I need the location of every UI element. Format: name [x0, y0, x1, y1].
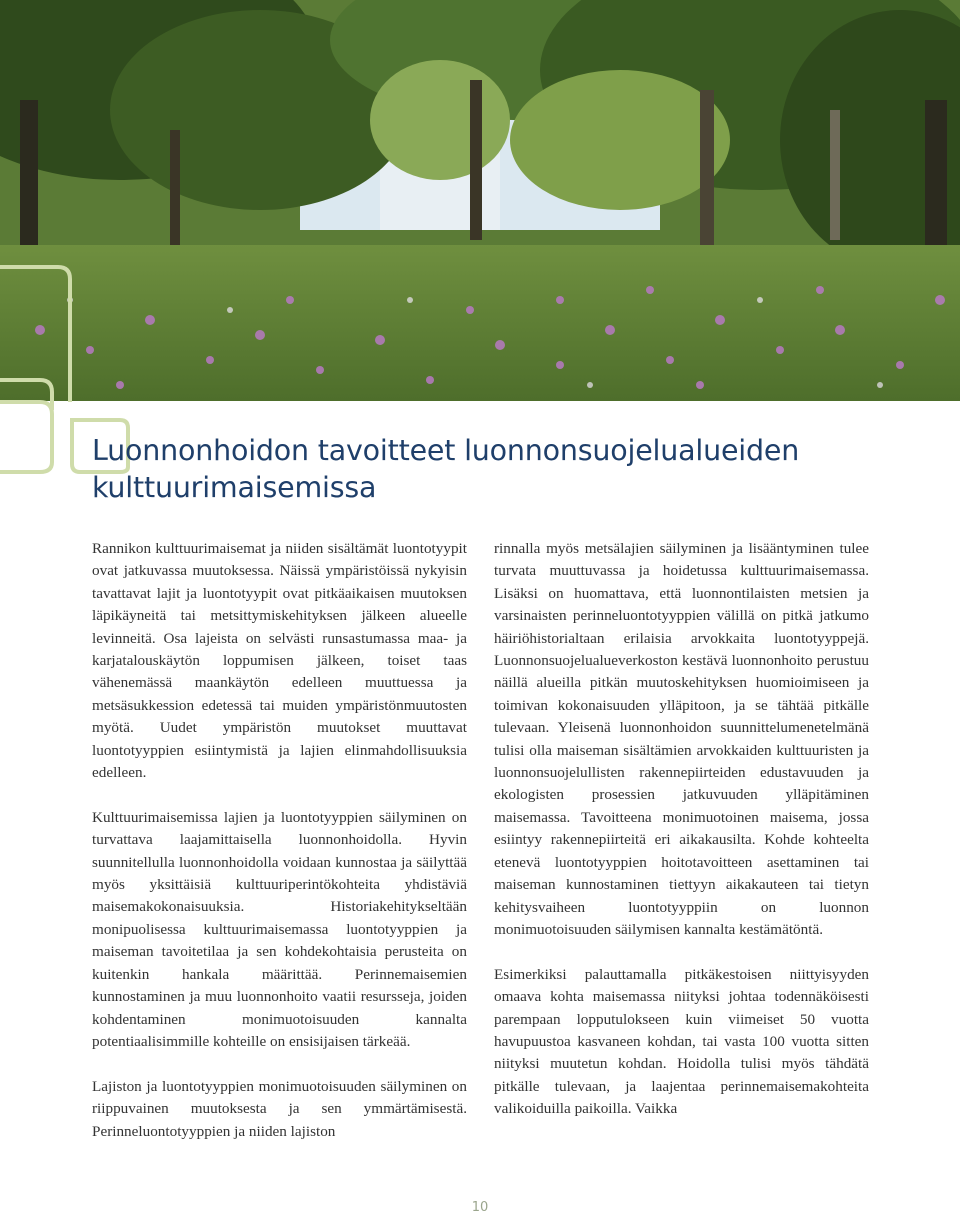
- page-title: [92, 432, 892, 506]
- title-line-1: Luonnonhoidon tavoitteet luonnonsuojelualueiden: [92, 434, 800, 467]
- paragraph: Lajiston ja luontotyyppien monimuotoisuuden säilyminen on riippuvainen muutoksesta ja sen ymmärtämisestä. Perinneluontotyyppien ja niiden lajiston: [92, 1077, 467, 1140]
- forest-meadow-photo: [0, 0, 960, 401]
- page-number: 10: [471, 1200, 489, 1215]
- right-column: [494, 538, 869, 1121]
- paragraph: rinnalla myös metsälajien säilyminen ja lisääntyminen tulee turvata muuttuvassa ja hoidetussa kulttuurimaisemassa. Lisäksi on huomattava, että luonnontilaisten metsien ja varsinaisten perinneluontotyyppien välillä on pitkä jatkumo häiriöhistorialtaan erilaisia arvokkaita luontotyyppejä. Luonnonsuojelualueverkoston kestävä luonnonhoito perustuu näillä alueilla pitkän muutoskehityksen huomioimiseen ja toimivan kokonaisuuden ylläpitoon, ja se tähtää pitkälle tulevaan. Yleisenä luonnonhoidon suunnittelumenetelmänä tulisi olla maiseman sisältämien arvokkaiden kulttuuristen ja luonnonsuojelullisten rakennepiirteiden edustavuuden ja ekologisten prosessien jatkuvuuden ylläpitäminen maisemassa. Tavoitteena monimuotoinen maisema, jossa esiintyy rakennepiirteitä eri aikakausilta. Kohde kohteelta etenevä luontotyyppien hoitotavoitteen asettaminen tai maiseman kunnostaminen tiettyyn aikakauteen tai tietyn kehitysvaiheen luontotyyppiin on luonnon monimuotoisuuden säilymisen kannalta kestämätöntä.: [494, 540, 869, 938]
- paragraph: Kulttuurimaisemissa lajien ja luontotyyppien säilyminen on turvattava laajamittaisella luonnonhoidolla. Hyvin suunnitellulla luonnonhoidolla voidaan kunnostaa ja säilyttää myös yksittäisiä kulttuuriperintökohteita yhdistäviä maisemakokonaisuuksia. Historiakehitykseltään monipuolisessa kulttuurimaisemassa luontotyyppien ja maiseman tavoitetilaa ja sen kohdekohtaisia perusteita on kuitenkin hankala määrittää. Perinnemaisemien kunnostaminen ja muu luonnonhoito vaatii resursseja, joiden kohdentaminen monimuotoisuuden kannalta potentiaalisimmille kohteille on ensisijaisen tärkeää.: [92, 808, 467, 1050]
- header-photo: [0, 0, 960, 401]
- title-line-2: kulttuurimaisemissa: [92, 471, 377, 504]
- paragraph: Esimerkiksi palauttamalla pitkäkestoisen niittyisyyden omaava kohta maisemassa niityksi johtaa todennäköisesti parempaan lopputulokseen kuin viimeiset 50 vuotta havupuustoa kasvaneen kohdan, tai vasta 100 vuotta sitten niityksi muutetun kohdan. Hoidolla tulisi myös tähdätä pitkälle tulevaan, ja laajentaa perinnemaisemakohteita valikoiduilla paikoilla. Vaikka: [494, 965, 869, 1118]
- paragraph: Rannikon kulttuurimaisemat ja niiden sisältämät luontotyypit ovat jatkuvassa muutoksessa. Näissä ympäristöissä nykyisin tavattavat lajit ja luontotyypit ovat pitkäaikaisen muutoksen läpikäyneitä tai metsittymiskehityksen jälkeen alueelle levinneitä. Osa lajeista on selvästi runsastumassa maa- ja karjatalouskäytön loppumisen jälkeen, toiset taas vähenemässä maankäytön edelleen muuttuessa ja metsäsukkession edetessä tai muiden ympäristönmuutosten myötä. Uudet ympäristön muutokset muuttavat luontotyyppien esiintymistä ja lajien elinmahdollisuuksia edelleen.: [92, 540, 467, 782]
- left-column: [92, 538, 467, 1143]
